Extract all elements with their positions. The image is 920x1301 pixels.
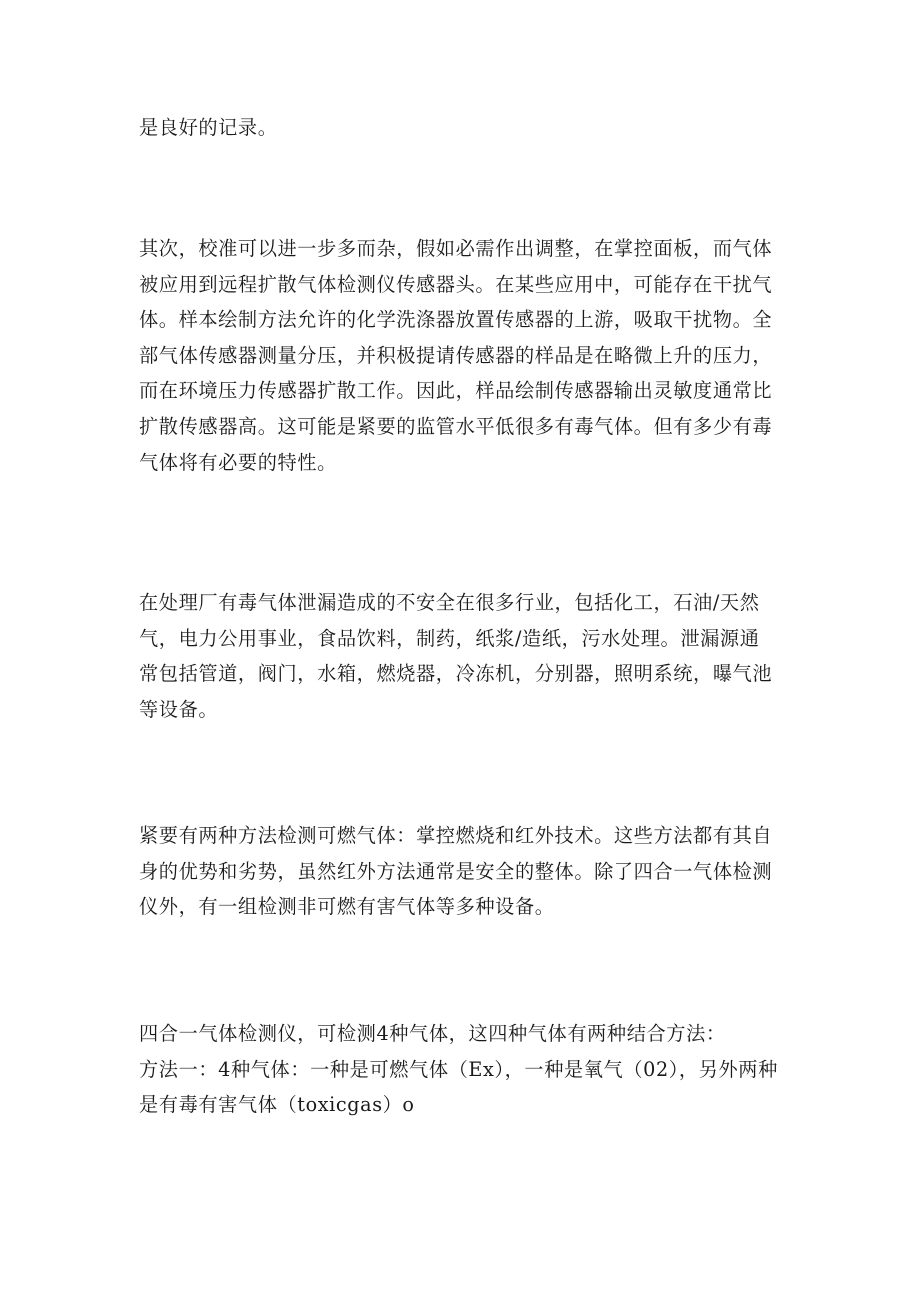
paragraph-1: [139, 110, 791, 146]
text-line: 而在环境压力传感器扩散工作。因此，样品绘制传感器输出灵敏度通常比: [139, 379, 773, 403]
text-line: 等设备。: [139, 697, 219, 721]
paragraph-3: [139, 585, 791, 727]
text-line: 扩散传感器高。这可能是紧要的监管水平低很多有毒气体。但有多少有毒: [139, 414, 773, 438]
text-line: 四合一气体检测仪，可检测4种气体，这四种气体有两种结合方法：: [139, 1022, 726, 1045]
text-line: 紧要有两种方法检测可燃气体：掌控燃烧和红外技术。这些方法都有其自: [139, 824, 773, 847]
text-line: 气，电力公用事业，食品饮料，制药，纸浆/造纸，污水处理。泄漏源通: [139, 626, 760, 650]
text-line: 其次，校准可以进一步多而杂，假如必需作出调整，在掌控面板，而气体: [139, 237, 773, 260]
text-line: 部气体传感器测量分压，并积极提请传感器的样品是在略微上升的压力，: [139, 343, 773, 367]
text-line: 在处理厂有毒气体泄漏造成的不安全在很多行业，包括化工，石油/天然: [139, 591, 760, 614]
paragraph-2: [139, 231, 791, 480]
text-line: 常包括管道，阀门，水箱，燃烧器，冷冻机，分别器，照明系统，曝气池: [139, 662, 773, 686]
text-line: 身的优势和劣势，虽然红外方法通常是安全的整体。除了四合一气体检测: [139, 859, 773, 883]
text-line: 仪外，有一组检测非可燃有害气体等多种设备。: [139, 895, 555, 919]
text-line: 是良好的记录。: [139, 116, 278, 139]
text-line: 体。样本绘制方法允许的化学洗涤器放置传感器的上游，吸取干扰物。全: [139, 308, 773, 332]
text-line: 方法一：4种气体：一种是可燃气体（Ex），一种是氧气（02），另外两种: [139, 1057, 778, 1081]
text-line: 被应用到远程扩散气体检测仪传感器头。在某些应用中，可能存在干扰气: [139, 272, 773, 296]
paragraph-4: [139, 818, 791, 925]
paragraph-5: [139, 1016, 791, 1123]
text-line: 气体将有必要的特性。: [139, 450, 337, 474]
text-line: 是有毒有害气体（toxicgas）o: [139, 1093, 415, 1117]
